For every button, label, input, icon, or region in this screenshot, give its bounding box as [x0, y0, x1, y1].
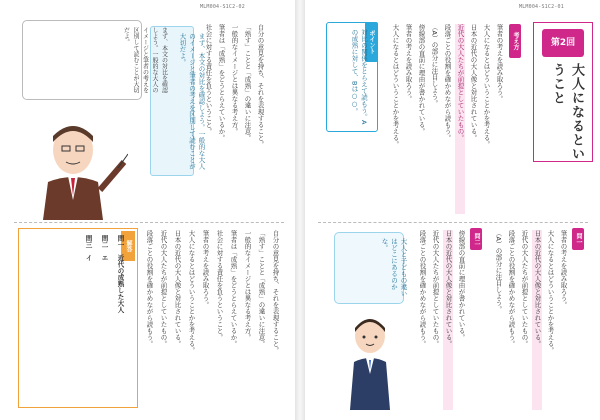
- chapter-title-box: [533, 22, 593, 162]
- text-column: 社会に対する責任を負うということ。: [204, 24, 213, 135]
- book-gutter: [296, 0, 304, 420]
- point-badge: ポイント: [365, 22, 378, 62]
- student-speech-text: 大人と子どもの違いはどこにあるのかな。: [380, 238, 408, 297]
- text-column: 自分の意見を持ち、それを表現すること。: [256, 24, 265, 148]
- teacher-illustration: [18, 110, 128, 220]
- teacher-speech-bubble: [22, 20, 168, 100]
- point-text: 対比の関係をとらえて読もう。Aの成熟に対して、Bは○○。: [350, 29, 368, 125]
- text-column: 一般的なイメージとは異なる考え方。: [243, 230, 252, 341]
- answer-line: 問二 エ: [100, 235, 109, 261]
- text-column: 段落ごとの役割を確かめながら読もう。: [507, 230, 516, 347]
- text-column: 筆者の考えを読み取ろう。: [559, 230, 568, 308]
- text-column: 筆者は「成熟」をどうとらえているか。: [229, 230, 238, 347]
- text-column: 一般的なイメージとは異なる考え方。: [230, 24, 239, 135]
- text-column: 段落ごとの役割を確かめながら読もう。: [443, 24, 452, 141]
- text-column: 日本の近代の大人像と対比されている。: [469, 24, 478, 141]
- text-column: 日本の近代の大人像と対比されている。: [173, 230, 182, 347]
- left-page: [0, 0, 296, 420]
- text-column: 「熟す」ことと「成熟」の違いに注意。: [243, 24, 252, 141]
- hint-text: まず、本文の対比を確認しよう。一般的な大人のイメージと筆者の考えを区別して読むことが大切だよ。: [178, 33, 206, 170]
- text-column: 段落ごとの役割を確かめながら読もう。: [145, 230, 154, 347]
- answer-heading: 解答: [121, 231, 135, 261]
- text-column: 段落ごとの役割を確かめながら読もう。: [418, 230, 427, 347]
- kangaekata-badge: 考え方: [509, 24, 521, 58]
- text-column: （A）の部分に注目しよう。: [494, 230, 503, 313]
- question-badge: 問二: [470, 228, 482, 250]
- answer-line: 問三 イ: [84, 235, 93, 261]
- page-code-left: MLM004-S1C2-02: [200, 4, 245, 10]
- text-column: 大人になるとはどういうことかを考える。: [187, 230, 196, 354]
- text-column: 大人になるとはどういうことかを考える。: [391, 24, 400, 148]
- highlighted-text-column: 日本の近代の大人像と対比されている。: [532, 230, 542, 410]
- text-column: 近代の大人たちが前提としていたもの。: [159, 230, 168, 347]
- answer-box: [18, 228, 138, 408]
- text-column: 傍線部の直前に理由が書かれている。: [417, 24, 426, 135]
- student-illustration: [340, 310, 400, 410]
- student-speech-bubble: [334, 232, 408, 304]
- question-badge: 問一: [572, 228, 584, 250]
- chapter-number: 第2回: [542, 29, 584, 57]
- text-column: 筆者の考えを読み取ろう。: [201, 230, 210, 308]
- text-column: 近代の大人たちが前提としていたもの。: [520, 230, 529, 347]
- text-column: （A）の部分に注目しよう。: [430, 24, 439, 107]
- text-column: 社会に対する責任を負うということ。: [215, 230, 224, 341]
- chapter-title: 大人になるということ: [550, 63, 584, 161]
- text-column: 近代の大人たちが前提としていたもの。: [431, 230, 440, 347]
- highlighted-text-column: 日本の近代の大人像と対比されている。: [443, 230, 453, 410]
- page-code-right: MLM004-S1C2-01: [519, 4, 564, 10]
- text-column: 「熟す」ことと「成熟」の違いに注意。: [257, 230, 266, 347]
- answer-line: 問一 近代の成熟した大人: [116, 235, 125, 313]
- text-column: 傍線部の直前に理由が書かれている。: [457, 230, 466, 341]
- divider: [318, 222, 588, 223]
- text-column: 筆者の考えを読み取ろう。: [495, 24, 504, 102]
- text-column: 大人になるとはどういうことかを考える。: [482, 24, 491, 148]
- text-column: 筆者は「成熟」をどうとらえているか。: [217, 24, 226, 141]
- highlighted-text-column: 近代の大人たちが前提としていたもの。: [455, 24, 465, 214]
- text-column: 大人になるとはどういうことかを考える。: [546, 230, 555, 354]
- teacher-speech-text: まず、本文の対比を確認しよう。一般的な大人のイメージと筆者の考えを区別して読むことが大切だよ。: [122, 27, 168, 93]
- text-column: 自分の意見を持ち、それを表現すること。: [271, 230, 280, 354]
- point-box: [326, 22, 378, 132]
- text-column: 筆者の考えを読み取ろう。: [404, 24, 413, 102]
- divider: [14, 222, 284, 223]
